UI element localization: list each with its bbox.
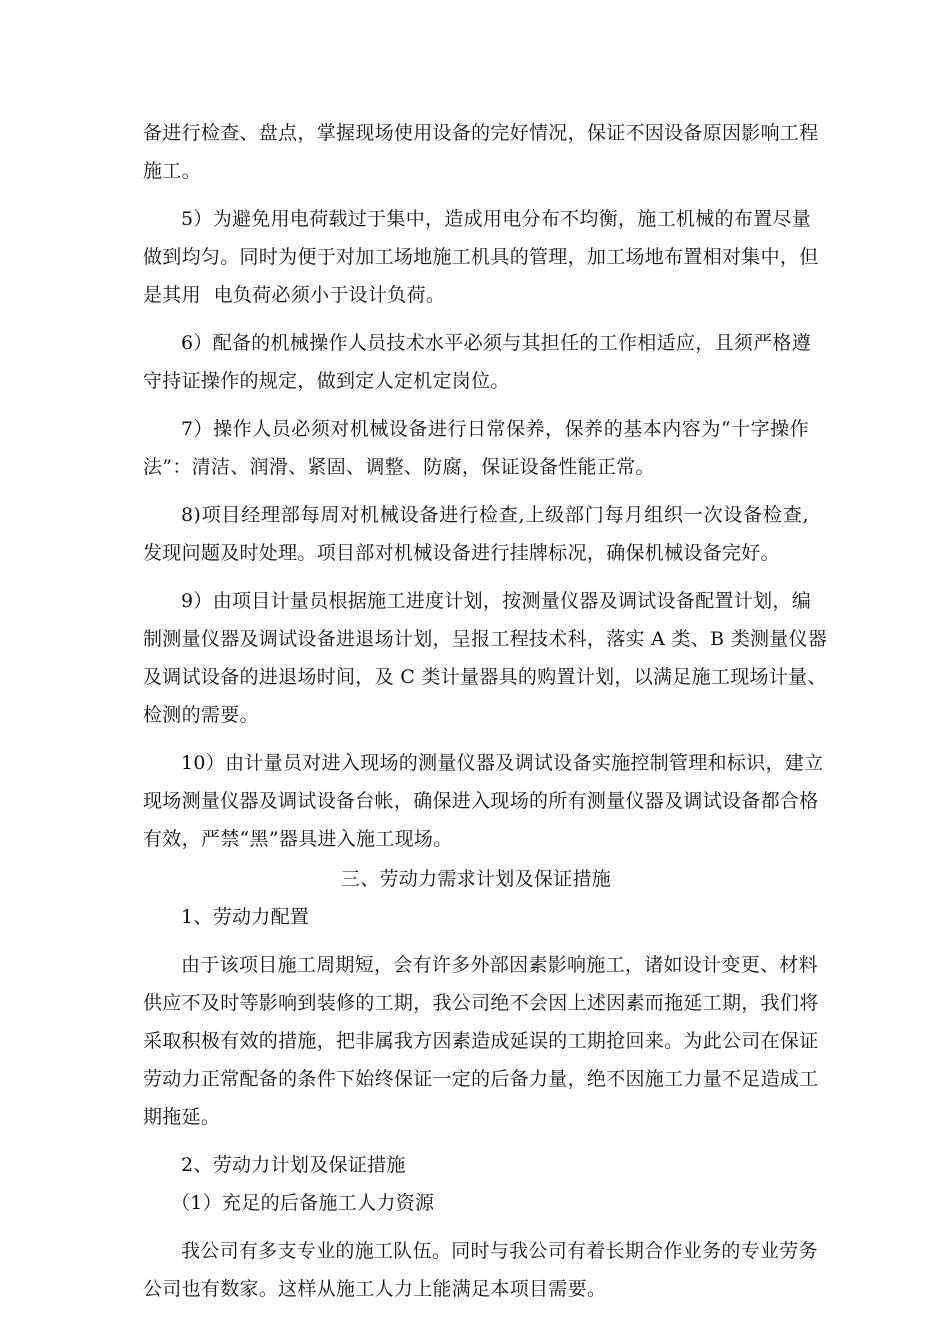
text-line: 有效，严禁“黑”器具进入施工现场。 [143, 828, 453, 850]
text-line: 我公司有多支专业的施工队伍。同时与我公司有着长期合作业务的专业劳务 [181, 1240, 818, 1262]
text-line: 现场测量仪器及调试设备台帐，确保进入现场的所有测量仪器及调试设备都合格 [143, 790, 819, 812]
text-line: 发现问题及时处理。项目部对机械设备进行挂牌标况，确保机械设备完好。 [143, 542, 780, 564]
subsection-heading: 1、劳动力配置 [181, 906, 310, 928]
text-line: 劳动力正常配备的条件下始终保证一定的后备力量，绝不因施工力量不足造成工 [143, 1068, 819, 1090]
section-heading: 三、劳动力需求计划及保证措施 [340, 868, 612, 890]
text-line: 供应不及时等影响到装修的工期，我公司绝不会因上述因素而拖延工期，我们将 [143, 992, 819, 1014]
text-line: 法”：清洁、润滑、紧固、调整、防腐，保证设备性能正常。 [143, 456, 655, 478]
text-line: 9）由项目计量员根据施工进度计划，按测量仪器及调试设备配置计划，编 [181, 590, 811, 612]
text-line: 5）为避免用电荷载过于集中，造成用电分布不均衡，施工机械的布置尽量 [181, 208, 811, 230]
text-line: 是其用 电负荷必须小于设计负荷。 [143, 284, 446, 306]
text-line: 采取积极有效的措施，把非属我方因素造成延误的工期抢回来。为此公司在保证 [143, 1030, 819, 1052]
text-line: 10）由计量员对进入现场的测量仪器及调试设备实施控制管理和标识，建立 [181, 752, 824, 774]
subsection-heading: 2、劳动力计划及保证措施 [181, 1154, 406, 1176]
text-line: 公司也有数家。这样从施工人力上能满足本项目需要。 [143, 1278, 607, 1300]
text-line: 制测量仪器及调试设备进退场计划，呈报工程技术科，落实 A 类、B 类测量仪器 [143, 628, 828, 650]
text-line: 8)项目经理部每周对机械设备进行检查,上级部门每月组织一次设备检查, [181, 504, 809, 526]
text-line: 备进行检查、盘点，掌握现场使用设备的完好情况，保证不因设备原因影响工程 [143, 122, 819, 144]
text-line: 及调试设备的进退场时间，及 C 类计量器具的购置计划，以满足施工现场计量、 [143, 666, 827, 688]
text-line: 6）配备的机械操作人员技术水平必须与其担任的工作相适应，且须严格遵 [181, 332, 811, 354]
text-line: 检测的需要。 [143, 704, 259, 726]
text-line: 由于该项目施工周期短，会有许多外部因素影响施工，诸如设计变更、材料 [181, 954, 818, 976]
text-line: 做到均匀。同时为便于对加工场地施工机具的管理，加工场地布置相对集中，但 [143, 246, 819, 268]
text-line: 施工。 [143, 160, 201, 182]
text-line: 7）操作人员必须对机械设备进行日常保养，保养的基本内容为“十字操作 [181, 418, 809, 440]
text-line: 守持证操作的规定，做到定人定机定岗位。 [143, 370, 510, 392]
subsection-heading: （1）充足的后备施工人力资源 [171, 1192, 435, 1214]
text-line: 期拖延。 [143, 1106, 221, 1128]
